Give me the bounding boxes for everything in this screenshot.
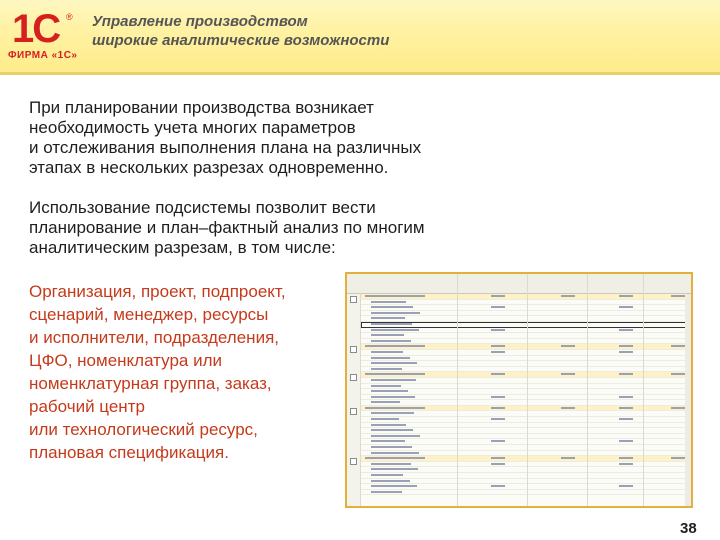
row-value-mark [491, 418, 505, 420]
row-value-mark [619, 351, 633, 353]
row-value-mark [671, 457, 685, 459]
row-value-mark [561, 345, 575, 347]
row-value-mark [619, 418, 633, 420]
text-line: номенклатурная группа, заказ, [29, 374, 272, 393]
row-label-mark [371, 424, 406, 426]
row-label-mark [371, 379, 416, 381]
row-label-mark [371, 429, 413, 431]
text-line: аналитическим разрезам, в том числе: [29, 238, 336, 257]
text-line: планирование и план–фактный анализ по многим [29, 218, 425, 237]
text-line: При планировании производства возникает [29, 98, 374, 117]
title-line: широкие аналитические возможности [92, 32, 390, 49]
row-label-mark [365, 295, 425, 297]
row-value-mark [561, 373, 575, 375]
row-value-mark [491, 457, 505, 459]
text-line: Организация, проект, подпроект, [29, 282, 286, 301]
logo-mark: 1С [12, 7, 60, 51]
text-line: рабочий центр [29, 397, 145, 416]
row-label-mark [371, 357, 410, 359]
row-value-mark [619, 306, 633, 308]
row-label-mark [371, 385, 401, 387]
column-divider [587, 274, 588, 508]
row-label-mark [365, 457, 425, 459]
text-line: или технологический ресурс, [29, 420, 258, 439]
row-label-mark [371, 491, 402, 493]
row-value-mark [619, 329, 633, 331]
row-label-mark [371, 418, 399, 420]
row-label-mark [371, 446, 412, 448]
row-value-mark [619, 345, 633, 347]
row-label-mark [365, 407, 425, 409]
row-label-mark [371, 317, 405, 319]
row-value-mark [491, 396, 505, 398]
row-label-mark [371, 480, 410, 482]
row-label-mark [371, 390, 408, 392]
row-label-mark [371, 435, 420, 437]
row-value-mark [671, 345, 685, 347]
scrollbar [685, 294, 691, 508]
row-label-mark [371, 340, 411, 342]
report-screenshot-image [345, 272, 693, 508]
row-value-mark [619, 295, 633, 297]
title-line: Управление производством [92, 13, 308, 30]
logo-registered-mark: ® [66, 12, 73, 22]
row-label-mark [371, 312, 420, 314]
text-line: Использование подсистемы позволит вести [29, 198, 376, 217]
row-value-mark [491, 485, 505, 487]
row-label-mark [371, 368, 402, 370]
row-label-mark [371, 452, 419, 454]
row-value-mark [491, 345, 505, 347]
column-divider [527, 274, 528, 508]
row-label-mark [371, 440, 405, 442]
tree-expand-icon [350, 458, 357, 465]
row-value-mark [491, 351, 505, 353]
row-label-mark [371, 412, 414, 414]
row-label-mark [371, 468, 418, 470]
row-label-mark [371, 401, 400, 403]
row-value-mark [561, 295, 575, 297]
row-value-mark [619, 440, 633, 442]
row-label-mark [365, 373, 425, 375]
row-value-mark [619, 407, 633, 409]
paragraph-planning-needs [29, 98, 549, 178]
row-value-mark [619, 457, 633, 459]
row-value-mark [491, 373, 505, 375]
tree-column [347, 294, 361, 508]
row-label-mark [371, 301, 406, 303]
row-label-mark [371, 362, 417, 364]
row-label-mark [371, 474, 403, 476]
row-value-mark [671, 373, 685, 375]
row-value-mark [619, 396, 633, 398]
text-line: этапах в нескольких разрезах одновременно. [29, 158, 389, 177]
row-value-mark [619, 485, 633, 487]
tree-expand-icon [350, 408, 357, 415]
row-value-mark [491, 463, 505, 465]
slide-title [92, 12, 389, 50]
tree-expand-icon [350, 296, 357, 303]
page-number: 38 [680, 520, 697, 537]
tree-expand-icon [350, 346, 357, 353]
row-value-mark [491, 407, 505, 409]
row-value-mark [619, 463, 633, 465]
row-value-mark [561, 457, 575, 459]
text-line: сценарий, менеджер, ресурсы [29, 305, 269, 324]
text-line: плановая спецификация. [29, 443, 229, 462]
row-label-mark [371, 334, 404, 336]
slide-header [0, 0, 720, 74]
row-label-mark [371, 351, 403, 353]
header-divider [0, 72, 720, 75]
report-rows [361, 294, 687, 495]
row-label-mark [371, 329, 419, 331]
row-label-mark [365, 345, 425, 347]
row-value-mark [619, 373, 633, 375]
column-divider [457, 274, 458, 508]
text-line: и исполнители, подразделения, [29, 328, 279, 347]
row-value-mark [671, 407, 685, 409]
row-value-mark [491, 306, 505, 308]
row-label-mark [371, 306, 413, 308]
column-divider [643, 274, 644, 508]
logo-company-name: ФИРМА «1С» [8, 50, 78, 61]
row-value-mark [561, 407, 575, 409]
tree-expand-icon [350, 374, 357, 381]
row-label-mark [371, 463, 411, 465]
row-label-mark [371, 485, 417, 487]
row-label-mark [371, 323, 412, 325]
report-header-row [347, 274, 691, 294]
row-value-mark [491, 329, 505, 331]
paragraph-subsystem-usage [29, 198, 549, 258]
row-value-mark [491, 440, 505, 442]
company-logo [8, 6, 78, 66]
text-line: и отслеживания выполнения плана на различных [29, 138, 422, 157]
text-line: ЦФО, номенклатура или [29, 351, 223, 370]
row-value-mark [671, 295, 685, 297]
paragraph-analytic-dimensions [29, 280, 349, 464]
row-label-mark [371, 396, 415, 398]
row-value-mark [491, 295, 505, 297]
report-row [361, 490, 687, 496]
text-line: необходимость учета многих параметров [29, 118, 356, 137]
